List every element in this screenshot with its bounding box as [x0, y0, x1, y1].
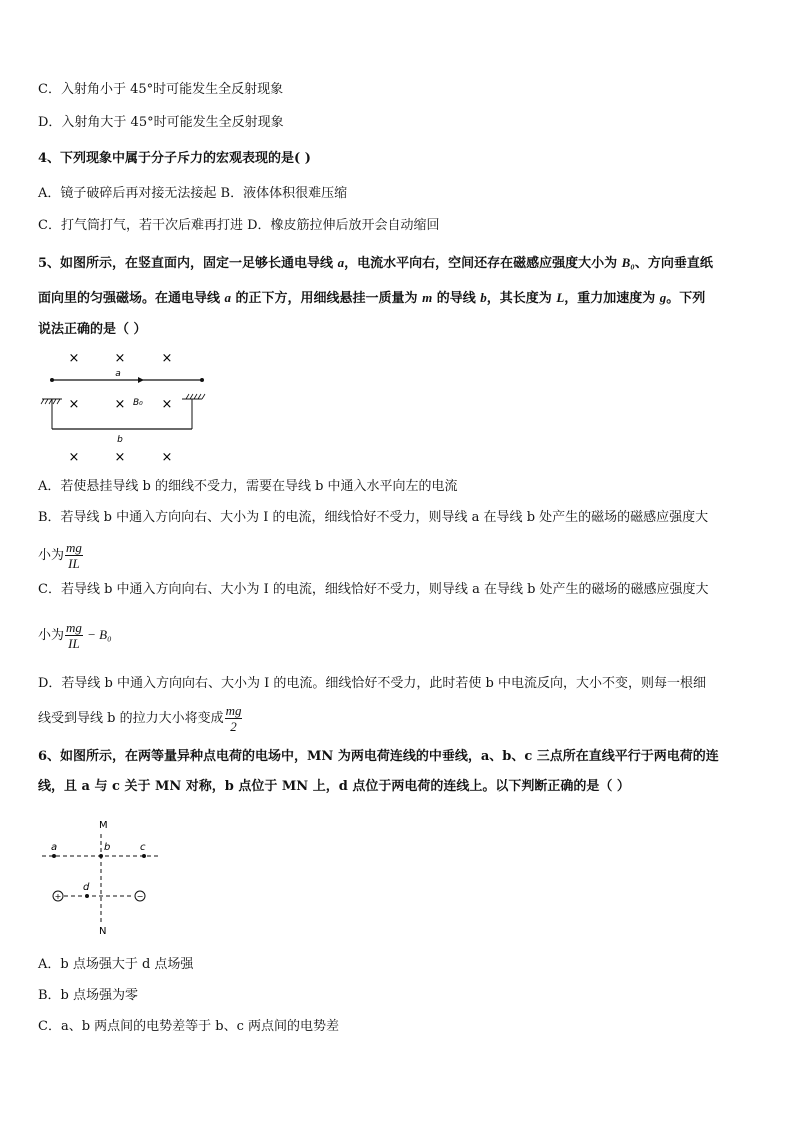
field-cross: × [114, 450, 126, 465]
label-M: M [99, 820, 108, 831]
field-cross: × [114, 351, 126, 366]
fraction-mg-over-IL: $\frac{mg}{IL}$ [66, 620, 82, 651]
question-6-line-1: 6、如图所示，在两等量异种点电荷的电场中，MN 为两电荷连线的中垂线，a、b、c 三点所在直线平行于两电荷的连 [38, 749, 719, 764]
q5-option-a: A．若使悬挂导线 b 的细线不受力，需要在导线 b 中通入水平向左的电流 [38, 479, 458, 494]
field-cross: × [114, 397, 126, 412]
q6-option-a: A．b 点场强大于 d 点场强 [38, 957, 194, 972]
plus-sign: + [54, 892, 62, 901]
question-5-line-3: 说法正确的是（ ） [38, 322, 147, 337]
question-5-line-2: 面向里的匀强磁场。在通电导线 a 的正下方，用细线悬挂一质量为 m 的导线 b，其长度为 L，重力加速度为 g。下列 [38, 290, 706, 306]
field-cross: × [68, 351, 80, 366]
magnetic-field-diagram [40, 345, 220, 470]
option-c-q3: C．入射角小于 45°时可能发生全反射现象 [38, 82, 284, 97]
ceiling-hatch-left [41, 399, 60, 404]
point-charges-diagram [40, 812, 170, 937]
ceiling-hatch-right [186, 394, 205, 399]
q5-option-b-line-1: B．若导线 b 中通入方向向右、大小为 I 的电流，细线恰好不受力，则导线 a 在导线 b 处产生的磁场的磁感应强度大 [38, 510, 709, 525]
point-c [142, 854, 146, 858]
label-d: d [83, 882, 90, 893]
fraction-mg-over-IL: $\frac{mg}{IL}$ [66, 540, 82, 571]
q5-option-d-line-1: D．若导线 b 中通入方向向右、大小为 I 的电流。细线恰好不受力，此时若使 b 中电流反向，大小不变，则每一根细 [38, 676, 706, 691]
field-cross: × [161, 450, 173, 465]
label-b: b [104, 842, 111, 853]
point-b [99, 854, 103, 858]
point-d [85, 894, 89, 898]
question-4: 4、下列现象中属于分子斥力的宏观表现的是( ) [38, 151, 311, 166]
label-B0: B₀ [133, 398, 143, 408]
wire-a-end [50, 378, 54, 382]
label-a: a [115, 369, 121, 379]
field-cross: × [161, 351, 173, 366]
wire-a-end [200, 378, 204, 382]
current-arrow [138, 377, 144, 383]
question-6-line-2: 线，且 a 与 c 关于 MN 对称，b 点位于 MN 上，d 点位于两电荷的连线上。以下判断正确的是（ ） [38, 779, 630, 794]
q4-options-ab: A．镜子破碎后再对接无法接起 B．液体体积很难压缩 [38, 186, 348, 201]
label-a: a [51, 842, 58, 853]
field-cross: × [68, 397, 80, 412]
point-a [52, 854, 56, 858]
q6-option-c: C．a、b 两点间的电势差等于 b、c 两点间的电势差 [38, 1019, 340, 1034]
minus-sign: − [136, 892, 144, 901]
label-c: c [140, 842, 146, 853]
q5-option-b-line-2: 小为 $\frac{mg}{IL}$ [38, 540, 82, 571]
q5-option-c-line-2: 小为 $\frac{mg}{IL}$ − B₀ [38, 620, 112, 651]
field-cross: × [68, 450, 80, 465]
q5-option-d-line-2: 线受到导线 b 的拉力大小将变成 $\frac{mg}{2}$ [38, 703, 242, 734]
field-cross: × [161, 397, 173, 412]
q5-option-c-line-1: C．若导线 b 中通入方向向右、大小为 I 的电流，细线恰好不受力，则导线 a 在导线 b 处产生的磁场的磁感应强度大 [38, 582, 709, 597]
q4-options-cd: C．打气筒打气，若干次后难再打进 D．橡皮筋拉伸后放开会自动缩回 [38, 218, 440, 233]
fraction-mg-over-2: $\frac{mg}{2}$ [225, 703, 242, 734]
label-b: b [117, 435, 123, 445]
label-N: N [99, 926, 107, 937]
option-d-q3: D．入射角大于 45°时可能发生全反射现象 [38, 115, 284, 130]
q6-option-b: B．b 点场强为零 [38, 988, 139, 1003]
question-5-line-1: 5、如图所示，在竖直面内，固定一足够长通电导线 a，电流水平向右，空间还存在磁感应强度大小为 B₀、方向垂直纸 [38, 255, 713, 271]
